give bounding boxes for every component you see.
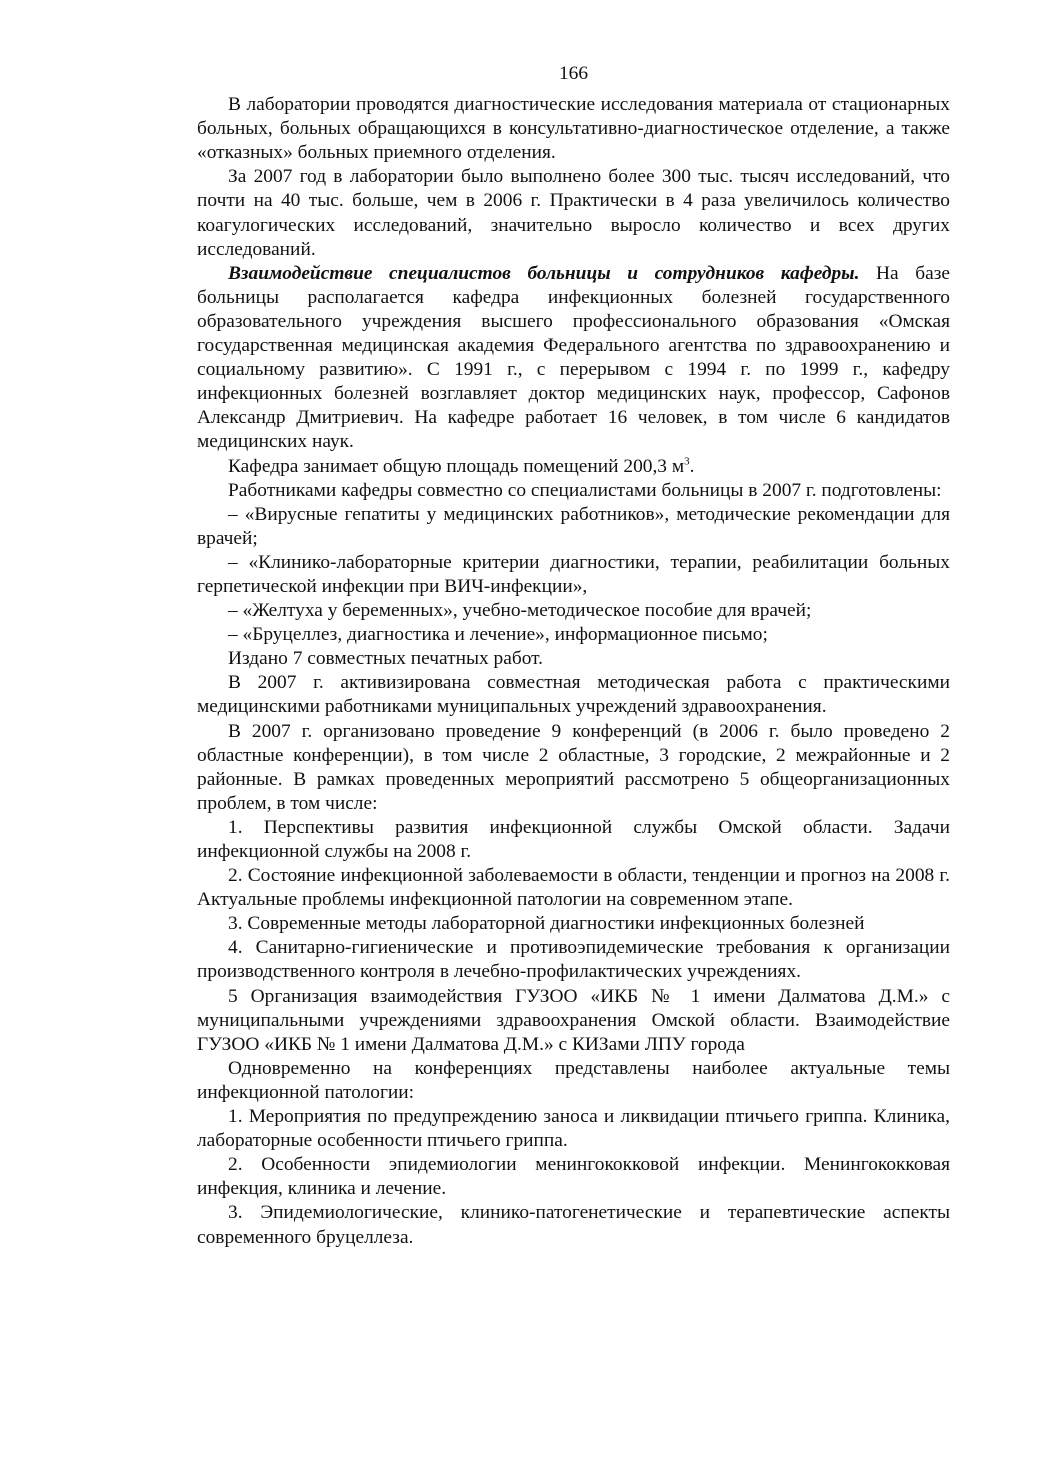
area-paragraph [197, 455, 950, 479]
numbered-item: 2. Особенности эпидемиологии менингококковой инфекции. Менингококковая инфекция, клиника и лечение. [197, 1154, 950, 1200]
numbered-item: 3. Современные методы лабораторной диагностики инфекционных болезней [228, 913, 865, 935]
document-page [197, 62, 950, 1250]
paragraph: За 2007 год в лаборатории было выполнено более 300 тыс. тысяч исследований, что почти на 40 тыс. больше, чем в 2006 г. Практически в 4 раза увеличилось количество коагулогических исследований, значительно выросло количество и всех других исследований. [197, 166, 950, 260]
page-number: 166 [558, 63, 589, 84]
paragraph: Работниками кафедры совместно со специалистами больницы в 2007 г. подготовлены: [228, 479, 942, 501]
area-superscript: 3 [684, 455, 690, 468]
section-paragraph [197, 262, 950, 455]
paragraph: Одновременно на конференциях представлены наиболее актуальные темы инфекционной патологии: [197, 1057, 950, 1103]
list-item: – «Клинико-лабораторные критерии диагностики, терапии, реабилитации больных герпетической инфекции при ВИЧ-инфекции», [197, 551, 950, 597]
area-end: . [689, 455, 695, 477]
numbered-item: 4. Санитарно-гигиенические и противоэпидемические требования к организации производственного контроля в лечебно-профилактических учреждениях. [197, 937, 950, 983]
paragraph: В 2007 г. активизирована совместная методическая работа с практическими медицинскими работниками муниципальных учреждений здравоохранения. [197, 672, 950, 718]
list-item: – «Желтуха у беременных», учебно-методическое пособие для врачей; [228, 600, 812, 622]
area-text: Кафедра занимает общую площадь помещений 200,3 м [228, 455, 685, 477]
paragraph: В 2007 г. организовано проведение 9 конференций (в 2006 г. было проведено 2 областные конференции), в том числе 2 областные, 3 городские, 2 межрайонные и 2 районные. В рамках проведенных мероприятий рассмотрено 5 общеорганизационных проблем, в том числе: [197, 720, 950, 814]
section-heading: Взаимодействие специалистов больницы и сотрудников кафедры. [228, 262, 860, 284]
numbered-item: 3. Эпидемиологические, клинико-патогенетические и терапевтические аспекты современного бруцеллеза. [197, 1202, 950, 1248]
numbered-item: 1. Мероприятия по предупреждению заноса и ликвидации птичьего гриппа. Клиника, лабораторные особенности птичьего гриппа. [197, 1106, 950, 1152]
section-text: На базе больницы располагается кафедра инфекционных болезней государственного образовательного учреждения высшего профессионального образования «Омская государственная медицинская академия Федерального агентства по здравоохранению и социальному развитию». С 1991 г., с перерывом с 1994 г. по 1999 г., кафедру инфекционных болезней возглавляет доктор медицинских наук, профессор, Сафонов Александр Дмитриевич. На кафедре работает 16 человек, в том числе 6 кандидатов медицинских наук. [197, 262, 951, 453]
numbered-item: 5 Организация взаимодействия ГУЗОО «ИКБ № 1 имени Далматова Д.М.» с муниципальными учреждениями здравоохранения Омской области. Взаимодействие ГУЗОО «ИКБ № 1 имени Далматова Д.М.» с КИЗами ЛПУ города [197, 985, 950, 1055]
list-item: – «Бруцеллез, диагностика и лечение», информационное письмо; [228, 624, 768, 646]
numbered-item: 1. Перспективы развития инфекционной службы Омской области. Задачи инфекционной службы на 2008 г. [197, 816, 950, 862]
numbered-item: 2. Состояние инфекционной заболеваемости в области, тенденции и прогноз на 2008 г. Актуальные проблемы инфекционной патологии на современном этапе. [197, 865, 950, 911]
paragraph: В лаборатории проводятся диагностические исследования материала от стационарных больных, больных обращающихся в консультативно-диагностическое отделение, а также «отказных» больных приемного отделения. [197, 94, 950, 164]
paragraph: Издано 7 совместных печатных работ. [228, 648, 544, 670]
list-item: – «Вирусные гепатиты у медицинских работников», методические рекомендации для врачей; [197, 503, 950, 549]
